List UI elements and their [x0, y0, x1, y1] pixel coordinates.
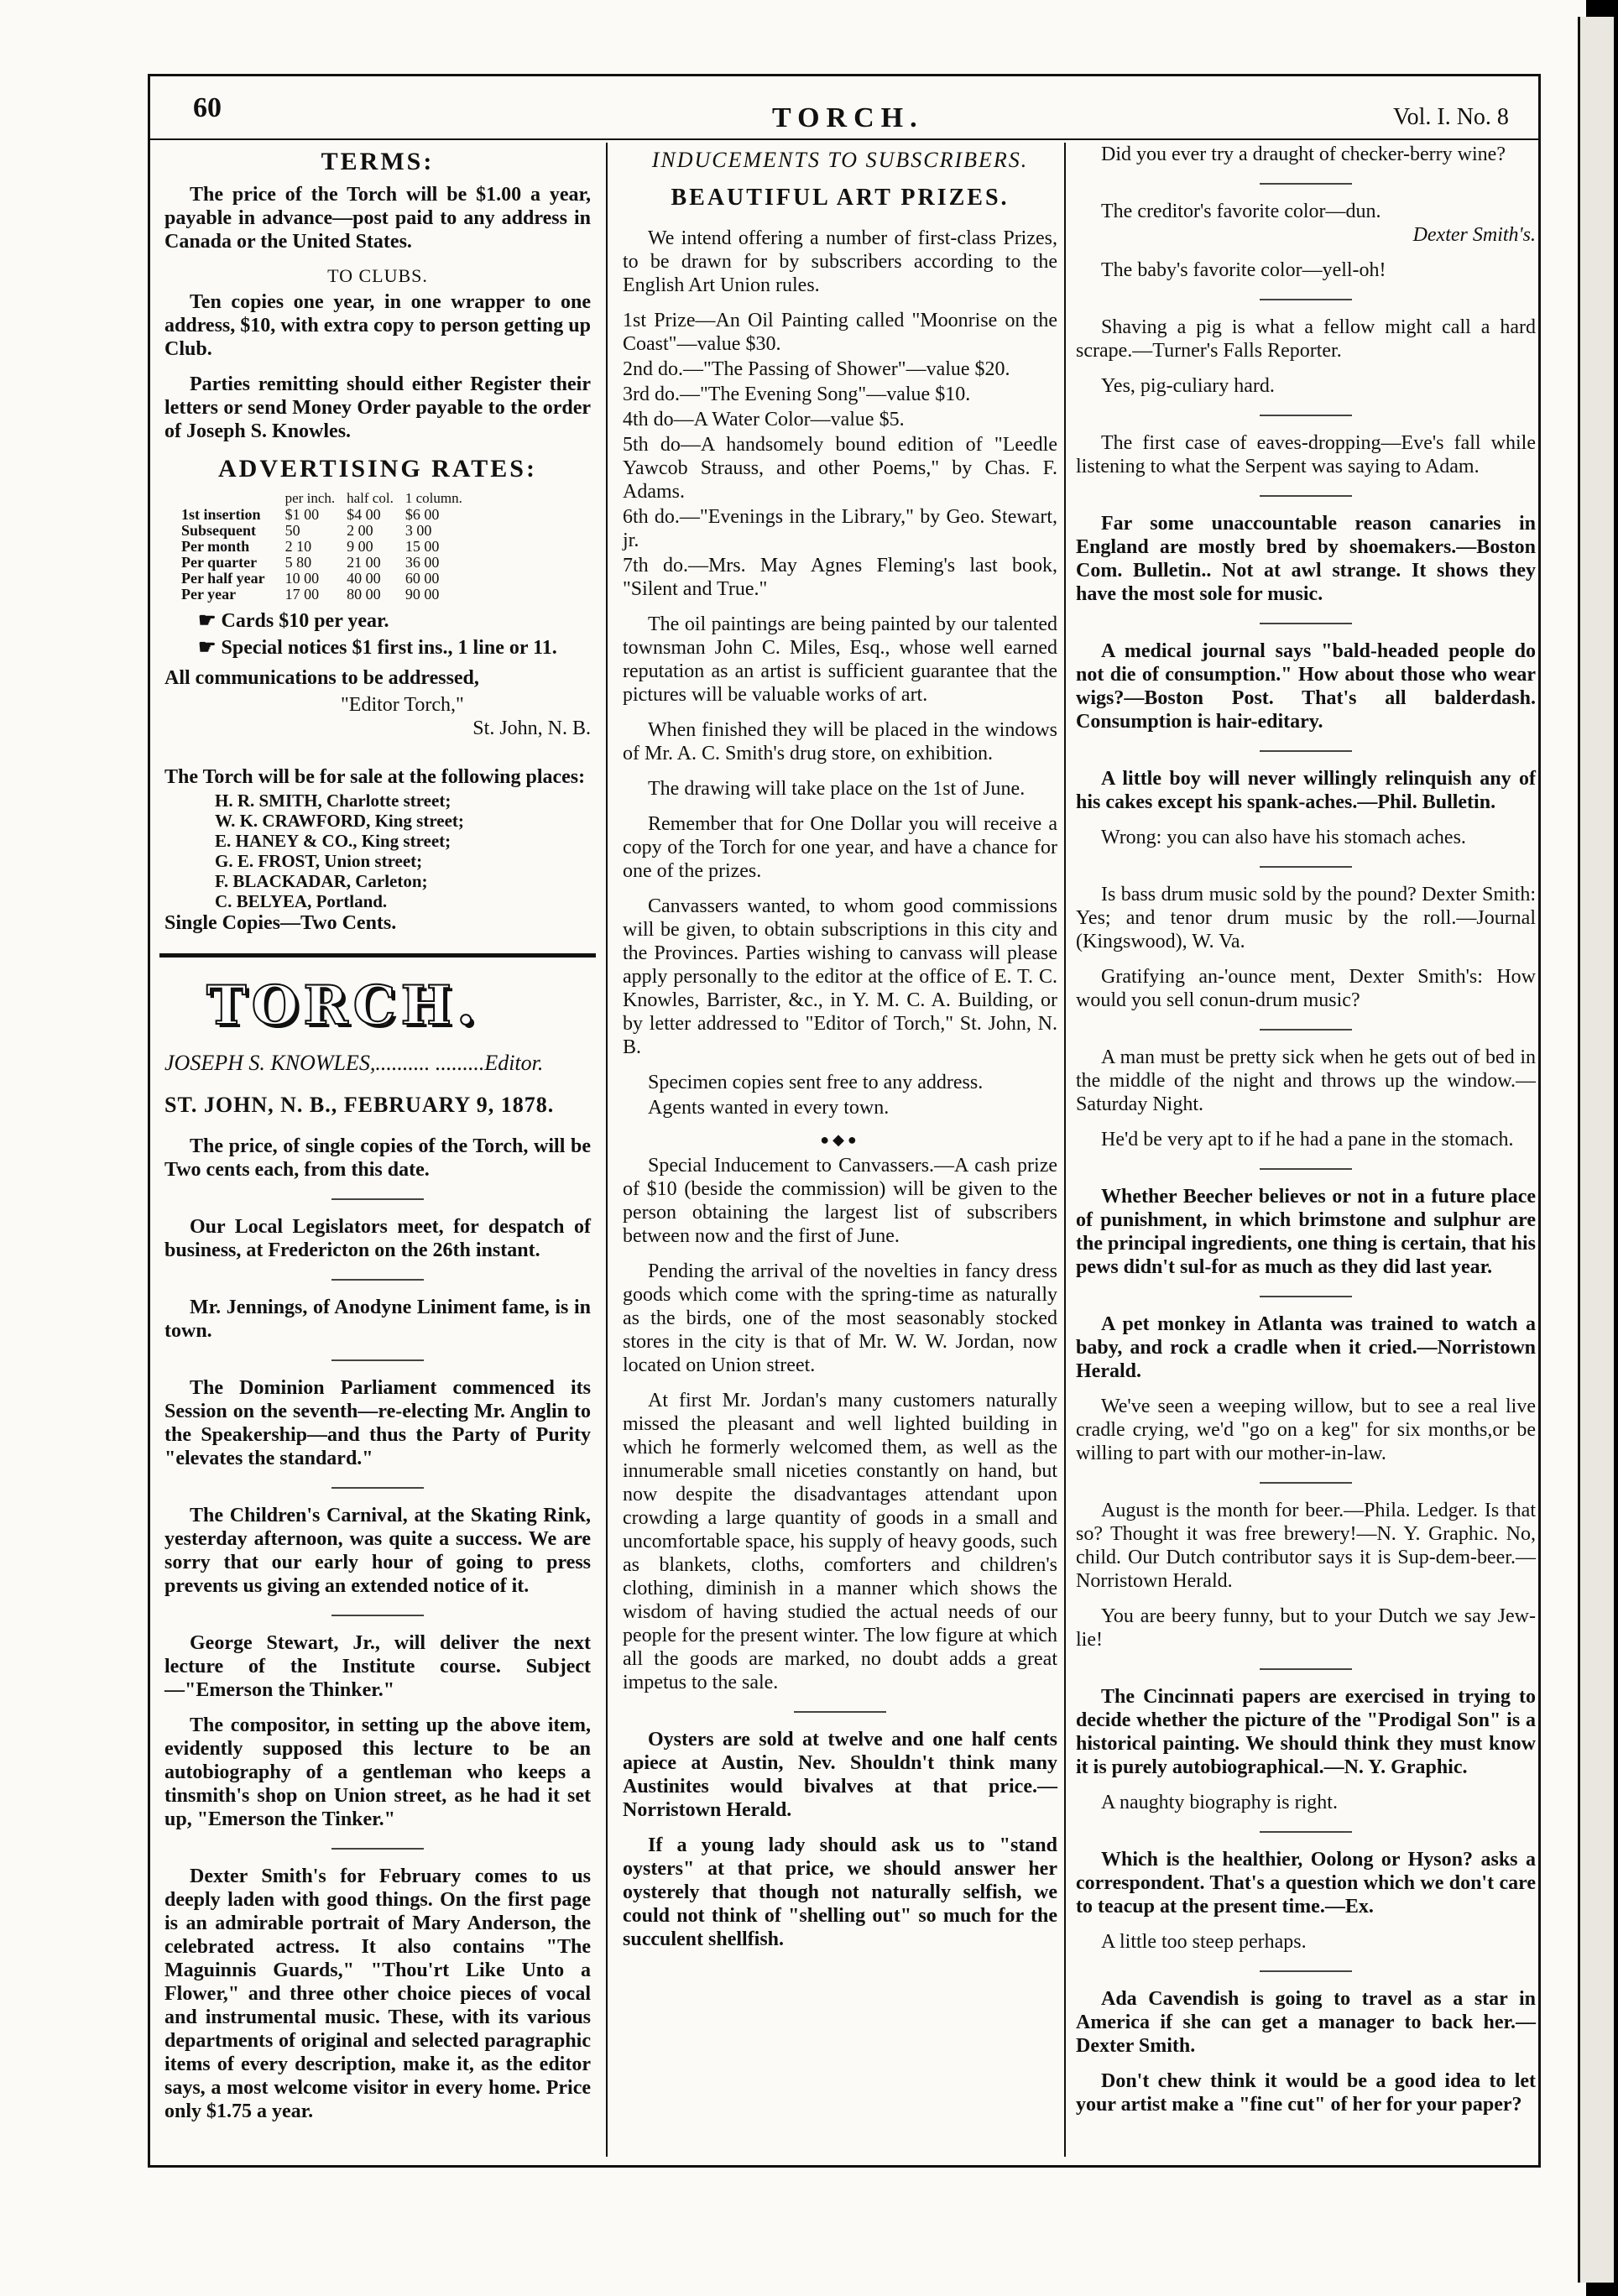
news-item: Dexter Smith's for February comes to us deeply laden with good things. On the first page is an admirable portrait of Mary Anderson, the celebrated actress. It also contains "The Maguinnis Guards," "Thou'rt Like Unto a Flower," and three other choice pieces of vocal and instrumental music. These, with its various departments of original and selected paragraphic items of every description, make it, as the editor says, a most welcome visitor in every home. Price only $1.75 a year. — [164, 1866, 591, 2122]
pointing-hand-icon: ☛ — [198, 637, 222, 659]
communications-text: All communications to be addressed, — [164, 667, 479, 689]
column-right — [1076, 143, 1536, 2128]
masthead-title: TORCH. — [206, 974, 481, 1037]
rates-column-header: per inch. — [284, 490, 336, 506]
separator-rule — [1260, 183, 1352, 185]
body-paragraph: When finished they will be placed in the windows of Mr. A. C. Smith's drug store, on exhibition. — [623, 719, 1057, 764]
column-rule-2 — [1064, 143, 1066, 2157]
body-paragraph: Agents wanted in every town. — [648, 1097, 890, 1119]
joke-item: Wrong: you can also have his stomach aches. — [1101, 827, 1466, 848]
joke-item: A man must be pretty sick when he gets out of bed in the middle of the night and throws up the window.—Saturday Night. — [1076, 1046, 1536, 1115]
editor-line: JOSEPH S. KNOWLES,.......... .........Editor. — [164, 1051, 544, 1075]
separator-rule — [1260, 1668, 1352, 1670]
body-paragraph: Remember that for One Dollar you will receive a copy of the Torch for one year, and have a chance for one of the prizes. — [623, 813, 1057, 882]
separator-rule — [331, 1615, 424, 1616]
news-item: The Dominion Parliament commenced its Session on the seventh—re-electing Mr. Anglin to the Speakership—and thus the Party of Purity "elevates the standard." — [164, 1377, 591, 1469]
top-border-rule — [148, 74, 1541, 76]
joke-item: Did you ever try a draught of checker-berry wine? — [1101, 144, 1506, 165]
novelties-paragraph: Pending the arrival of the novelties in fancy dress goods which come with the spring-time as naturally as the birds, one of the most seasonably stocked stores in the city is that of Mr. W. W. Jordan, now located on Union street. — [623, 1260, 1057, 1376]
joke-item: The creditor's favorite color—dun. — [1101, 201, 1381, 222]
dateline: ST. JOHN, N. B., FEBRUARY 9, 1878. — [164, 1093, 555, 1117]
terms-text: The price of the Torch will be $1.00 a year, payable in advance—post paid to any address in Canada or the United States. — [164, 184, 591, 253]
art-prizes-heading: BEAUTIFUL ART PRIZES. — [671, 185, 1010, 211]
right-border-rule — [1538, 74, 1541, 2168]
joke-item: Whether Beecher believes or not in a future place of punishment, in which brimstone and sulphur are the principal ingredients, one thing is certain, that his pews didn't sul-for as much as they did last year. — [1076, 1186, 1536, 1278]
sale-intro: The Torch will be for sale at the following places: — [164, 766, 586, 788]
body-paragraph: The oil paintings are being painted by our talented townsman John C. Miles, Esq., whose well earned reputation as an artist is sufficient guarantee that the pictures will be valuable works of art. — [623, 613, 1057, 706]
inducements-heading: INDUCEMENTS TO SUBSCRIBERS. — [651, 148, 1029, 172]
separator-rule — [1260, 1970, 1352, 1972]
joke-item: A naughty biography is right. — [1101, 1792, 1338, 1813]
left-border-rule — [148, 74, 150, 2168]
news-item: Mr. Jennings, of Anodyne Liniment fame, is in town. — [164, 1297, 591, 1342]
joke-item: Yes, pig-culiary hard. — [1101, 375, 1275, 397]
header-underline — [148, 138, 1541, 140]
prize-item: 5th do—A handsomely bound edition of "Leedle Yawcob Strauss, and other Poems," by Chas. F. Adams. — [623, 434, 1057, 503]
oysters-item: Oysters are sold at twelve and one half cents apiece at Austin, Nev. Shouldn't think many Austinites would bivalves at that price.—Norristown Herald. — [623, 1729, 1057, 1821]
volume-number: Vol. I. No. 8 — [1393, 104, 1509, 130]
rates-row: Per year 17 00 80 00 90 00 — [181, 586, 440, 603]
page-header — [151, 77, 1536, 136]
sale-place: F. BLACKADAR, Carleton; — [215, 871, 428, 891]
separator-rule — [1260, 495, 1352, 497]
separator-rule — [1260, 1168, 1352, 1170]
separator-rule — [1260, 1831, 1352, 1833]
rates-column-header: half col. — [347, 490, 394, 506]
rates-column-header: 1 column. — [404, 490, 462, 506]
joke-item: Which is the healthier, Oolong or Hyson? asks a correspondent. That's a question which we don't care to teacup at the present time.—Ex. — [1076, 1849, 1536, 1918]
cards-note: ☛ Cards $10 per year. — [198, 610, 389, 632]
separator-rule — [1260, 750, 1352, 752]
address-line: "Editor Torch," — [341, 694, 464, 716]
body-paragraph: The drawing will take place on the 1st of June. — [648, 778, 1026, 800]
joke-item: Far some unaccountable reason canaries in England are mostly bred by shoemakers.—Boston Com. Bulletin.. Not at awl strange. It shows they have the most sole for music. — [1076, 513, 1536, 605]
news-item: The compositor, in setting up the above item, evidently supposed this lecture to be an autobiography of a gentleman who keeps a tinsmith's shop on Union street, as he had it set up, "Emerson the Tinker." — [164, 1714, 591, 1830]
separator-rule — [331, 1487, 424, 1489]
column-rule-1 — [606, 143, 608, 2157]
separator-rule — [1260, 1029, 1352, 1031]
jordan-paragraph: At first Mr. Jordan's many customers naturally missed the pleasant and well lighted building in which he formerly welcomed them, as well as the innumerable small niceties constantly on hand, but now despite the disadvantages attendant upon crowding a large quantity of goods in a small and uncomfortable space, his supply of heavy goods, such as blankets, cloths, comforters and children's clothing, diminish in a manner which shows the wisdom of having studied the actual needs of our people for the present winter. The low figure at which all the goods are marked, no doubt adds a great impetus to the sale. — [623, 1390, 1057, 1693]
single-copies-price: Single Copies—Two Cents. — [164, 912, 397, 934]
sale-place: H. R. SMITH, Charlotte street; — [215, 791, 451, 811]
joke-item: A medical journal says "bald-headed people do not die of consumption." How about those who wear wigs?—Boston Post. That's all balderdash. Consumption is hair-editary. — [1076, 640, 1536, 733]
sale-place: G. E. FROST, Union street; — [215, 851, 423, 871]
prize-item: 4th do—A Water Color—value $5. — [623, 409, 905, 430]
page-number: 60 — [193, 92, 222, 123]
joke-item: He'd be very apt to if he had a pane in the stomach. — [1101, 1129, 1514, 1151]
rates-row: Per month 2 10 9 00 15 00 — [181, 538, 440, 555]
column-middle — [623, 143, 1057, 1963]
joke-item: A little boy will never willingly relinquish any of his cakes except his spank-aches.—Phil. Bulletin. — [1076, 768, 1536, 813]
advertising-rates-table — [181, 490, 474, 603]
sale-place: W. K. CRAWFORD, King street; — [215, 811, 464, 831]
ornament-separator: ●◆● — [820, 1131, 860, 1148]
special-note: ☛ Special notices $1 first ins., 1 line or 11. — [198, 637, 557, 659]
joke-item: The first case of eaves-dropping—Eve's fall while listening to what the Serpent was saying to Adam. — [1076, 432, 1536, 477]
separator-rule — [1260, 623, 1352, 624]
separator-rule — [794, 1711, 886, 1713]
prize-item: 1st Prize—An Oil Painting called "Moonrise on the Coast"—value $30. — [623, 310, 1057, 355]
news-item: The price, of single copies of the Torch, will be Two cents each, from this date. — [164, 1135, 591, 1181]
joke-item: Ada Cavendish is going to travel as a star in America if she can get a manager to back her.—Dexter Smith. — [1076, 1988, 1536, 2057]
prizes-intro: We intend offering a number of first-class Prizes, to be drawn for by subscribers according to the English Art Union rules. — [623, 227, 1057, 296]
body-paragraph: Specimen copies sent free to any address. — [648, 1072, 984, 1093]
prize-item: 3rd do.—"The Evening Song"—value $10. — [623, 384, 971, 405]
sale-place: C. BELYEA, Portland. — [215, 891, 388, 911]
separator-rule — [331, 1359, 424, 1361]
separator-rule — [331, 1848, 424, 1850]
section-rule — [159, 953, 596, 958]
separator-rule — [331, 1279, 424, 1281]
sale-place: E. HANEY & CO., King street; — [215, 831, 451, 851]
separator-rule — [1260, 1482, 1352, 1484]
column-left — [164, 143, 591, 2135]
separator-rule — [1260, 415, 1352, 416]
rates-header-row — [181, 490, 474, 507]
joke-item: Shaving a pig is what a fellow might call a hard scrape.—Turner's Falls Reporter. — [1076, 316, 1536, 362]
rates-row: Per quarter 5 80 21 00 36 00 — [181, 554, 440, 571]
prize-item: 2nd do.—"The Passing of Shower"—value $20. — [623, 358, 1010, 380]
bottom-border-rule — [148, 2165, 1541, 2168]
adjacent-page-edge — [1578, 17, 1614, 2283]
joke-item: A little too steep perhaps. — [1101, 1931, 1307, 1953]
joke-item: You are beery funny, but to your Dutch we say Jew-lie! — [1076, 1605, 1536, 1651]
news-item: The Children's Carnival, at the Skating Rink, yesterday afternoon, was quite a success. We are sorry that our early hour of going to press prevents us giving an extended notice of it. — [164, 1505, 591, 1597]
news-item: Our Local Legislators meet, for despatch of business, at Fredericton on the 26th instant. — [164, 1216, 591, 1261]
joke-item: The baby's favorite color—yell-oh! — [1101, 259, 1386, 281]
terms-heading: TERMS: — [321, 148, 435, 175]
joke-item: Don't chew think it would be a good idea to let your artist make a "fine cut" of her for your paper? — [1076, 2070, 1536, 2116]
clubs-heading: TO CLUBS. — [327, 265, 428, 286]
clubs-text: Ten copies one year, in one wrapper to one address, $10, with extra copy to person getting up Club. — [164, 291, 591, 360]
joke-item: We've seen a weeping willow, but to see a real live cradle crying, we'd "go on a keg" for six months,or be willing to part with our mother-in-law. — [1076, 1396, 1536, 1464]
separator-rule — [1260, 299, 1352, 300]
separator-rule — [1260, 866, 1352, 868]
young-lady-item: If a young lady should ask us to "stand oysters" at that price, we should answer her oysterely that though not naturally selfish, we could not think of "shelling out" so much for the succulent shellfish. — [623, 1834, 1057, 1950]
rates-row: Per half year 10 00 40 00 60 00 — [181, 570, 440, 587]
prize-item: 6th do.—"Evenings in the Library," by Geo. Stewart, jr. — [623, 506, 1057, 551]
body-paragraph: Canvassers wanted, to whom good commissions will be given, to obtain subscriptions in this city and the Provinces. Parties wishing to canvass will please apply personally to the editor at the office of E. T. C. Knowles, Barrister, &c., in Y. M. C. A. Building, or by letter addressed to "Editor of Torch," St. John, N. B. — [623, 895, 1057, 1058]
special-inducement: Special Inducement to Canvassers.—A cash prize of $10 (beside the commission) will be given to the person obtaining the largest list of subscribers between now and the first of June. — [623, 1155, 1057, 1247]
address-city: St. John, N. B. — [472, 718, 591, 739]
remittance-text: Parties remitting should either Register their letters or send Money Order payable to the order of Joseph S. Knowles. — [164, 373, 591, 442]
joke-item: Is bass drum music sold by the pound? Dexter Smith: Yes; and tenor drum music by the roll.—Journal (Kingswood), W. Va. — [1076, 884, 1536, 952]
joke-item: The Cincinnati papers are exercised in trying to decide whether the picture of the "Prodigal Son" is a historical painting. We should think they must know it is purely autobiographical.—N. Y. Graphic. — [1076, 1686, 1536, 1778]
joke-item: August is the month for beer.—Phila. Ledger. Is that so? Thought it was free brewery!—N. Y. Graphic. No, child. Our Dutch contributor says it is Sup-dem-beer.—Norristown Herald. — [1076, 1500, 1536, 1592]
separator-rule — [1260, 1296, 1352, 1297]
joke-attribution: Dexter Smith's. — [1412, 224, 1536, 246]
separator-rule — [331, 1198, 424, 1200]
running-title: TORCH. — [772, 102, 924, 133]
rates-row: 1st insertion $1 00 $4 00 $6 00 — [181, 506, 440, 523]
news-item: George Stewart, Jr., will deliver the next lecture of the Institute course. Subject—"Emerson the Thinker." — [164, 1632, 591, 1701]
prize-item: 7th do.—Mrs. May Agnes Fleming's last book, "Silent and True." — [623, 555, 1057, 600]
joke-item: A pet monkey in Atlanta was trained to watch a baby, and rock a cradle when it cried.—Norristown Herald. — [1076, 1313, 1536, 1382]
advertising-rates-heading: ADVERTISING RATES: — [218, 455, 537, 483]
pointing-hand-icon: ☛ — [198, 610, 222, 632]
rates-row: Subsequent 50 2 00 3 00 — [181, 522, 432, 539]
joke-item: Gratifying an-'ounce ment, Dexter Smith's: How would you sell conun-drum music? — [1076, 966, 1536, 1011]
